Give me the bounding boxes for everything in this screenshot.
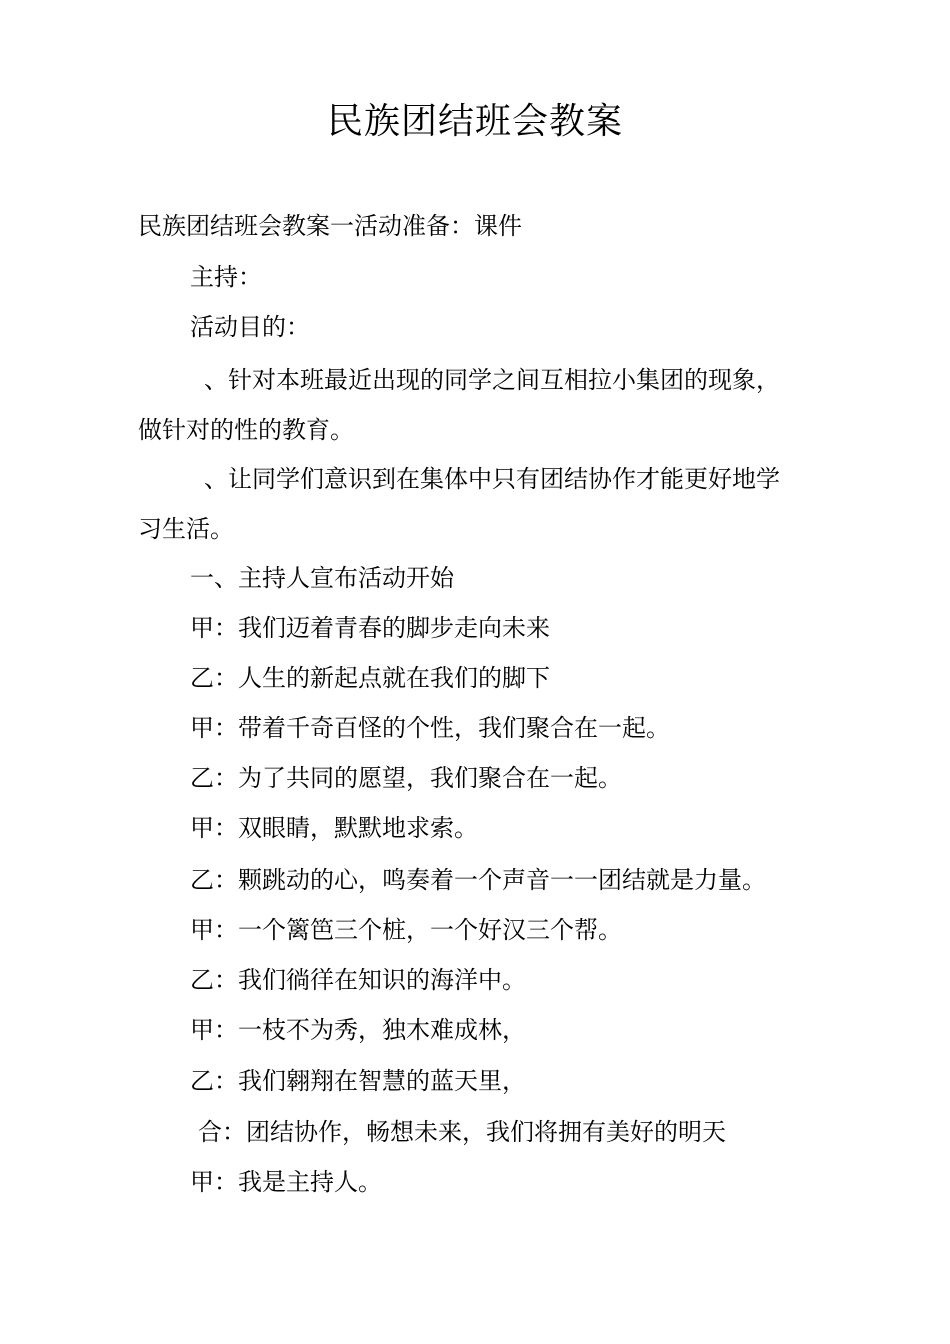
text-line: 乙：为了共同的愿望，我们聚合在一起。 <box>190 764 622 792</box>
text-line: 习生活。 <box>138 515 234 543</box>
document-title: 民族团结班会教案 <box>326 101 623 142</box>
text-line: 甲：带着千奇百怪的个性，我们聚合在一起。 <box>190 714 670 742</box>
text-line: 乙：我们徜徉在知识的海洋中。 <box>190 966 526 994</box>
text-line: 做针对的性的教育。 <box>138 416 354 444</box>
text-line: 乙：颗跳动的心，鸣奏着一个声音一一团结就是力量。 <box>190 866 766 894</box>
text-line: 活动目的： <box>190 313 310 341</box>
text-line: 甲：一枝不为秀，独木难成林， <box>190 1016 526 1044</box>
text-line: 乙：我们翱翔在智慧的蓝天里， <box>190 1067 526 1095</box>
text-line: 、针对本班最近出现的同学之间互相拉小集团的现象， <box>204 366 780 394</box>
text-line: 一、主持人宣布活动开始 <box>190 564 454 592</box>
text-line: 合：团结协作，畅想未来，我们将拥有美好的明天 <box>198 1118 726 1146</box>
text-line: 主持： <box>190 263 262 291</box>
text-line: 甲：双眼睛，默默地求索。 <box>190 814 478 842</box>
text-line: 民族团结班会教案一活动准备：课件 <box>138 212 522 240</box>
text-line: 、让同学们意识到在集体中只有团结协作才能更好地学 <box>204 465 780 493</box>
text-line: 乙：人生的新起点就在我们的脚下 <box>190 664 550 692</box>
text-line: 甲：我们迈着青春的脚步走向未来 <box>190 614 550 642</box>
text-line: 甲：一个篱笆三个桩，一个好汉三个帮。 <box>190 916 622 944</box>
text-line: 甲：我是主持人。 <box>190 1168 382 1196</box>
